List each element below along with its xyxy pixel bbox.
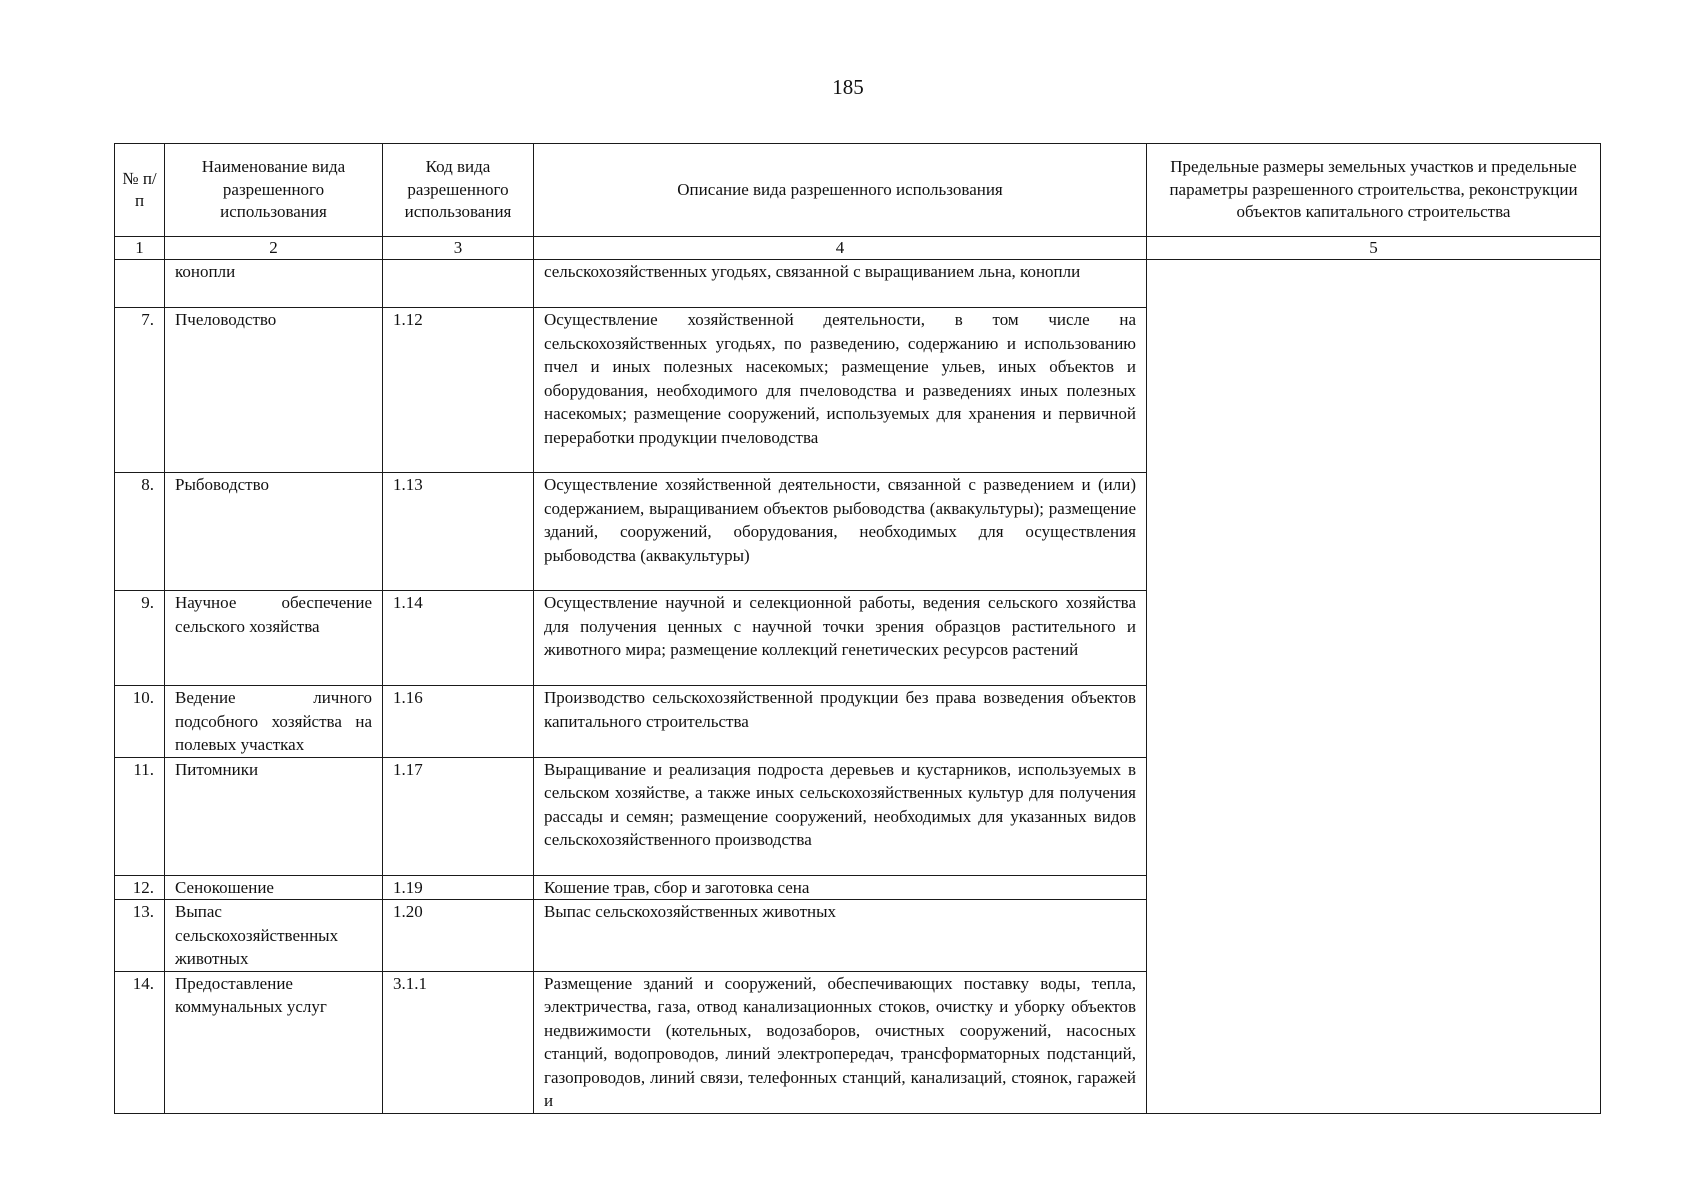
row-number: 14. [115,971,165,1113]
row-code: 1.20 [383,900,534,972]
page-number: 185 [832,75,864,99]
row-name: Ведение личного подсобного хозяйства на полевых участках [165,686,383,758]
row-number: 9. [115,591,165,686]
row-code [383,260,534,308]
header-num: № п/п [115,144,165,237]
row-description: Осуществление хозяйственной деятельности, в том числе на сельскохозяйственных угодьях, по разведению, содержанию и использованию пчел и иных полезных насекомых; размещение ульев, иных объектов и оборудования, необходимого для пчеловодства и разведениях иных полезных насекомых; размещение сооружений, используемых для хранения и первичной переработки продукции пчеловодства [534,308,1147,473]
row-number: 8. [115,473,165,591]
row-number: 10. [115,686,165,758]
row-name: Рыбоводство [165,473,383,591]
row-code: 1.19 [383,875,534,900]
row-code: 1.16 [383,686,534,758]
permitted-use-table [114,143,1601,1114]
row-name: Питомники [165,757,383,875]
parameters-cell [1147,260,1601,1114]
header-name: Наименование вида разрешенного использования [165,144,383,237]
row-number [115,260,165,308]
row-description: Кошение трав, сбор и заготовка сена [534,875,1147,900]
column-number-row [115,237,1601,260]
column-number: 2 [165,237,383,260]
row-code: 1.17 [383,757,534,875]
row-description: сельскохозяйственных угодьях, связанной с выращиванием льна, конопли [534,260,1147,308]
column-number: 4 [534,237,1147,260]
row-description: Выпас сельскохозяйственных животных [534,900,1147,972]
row-code: 1.13 [383,473,534,591]
row-name: Выпас сельскохозяйственных животных [165,900,383,972]
row-name: Пчеловодство [165,308,383,473]
row-description: Производство сельскохозяйственной продукции без права возведения объектов капитального строительства [534,686,1147,758]
column-number: 5 [1147,237,1601,260]
row-number: 12. [115,875,165,900]
row-description: Выращивание и реализация подроста деревьев и кустарников, используемых в сельском хозяйстве, а также иных сельскохозяйственных культур для получения рассады и семян; размещение сооружений, необходимых для указанных видов сельскохозяйственного производства [534,757,1147,875]
table-header-row [115,144,1601,237]
row-name: Сенокошение [165,875,383,900]
row-code: 3.1.1 [383,971,534,1113]
row-code: 1.12 [383,308,534,473]
row-description: Осуществление хозяйственной деятельности, связанной с разведением и (или) содержанием, выращиванием объектов рыбоводства (аквакультуры); размещение зданий, сооружений, оборудования, необходимых для осуществления рыбоводства (аквакультуры) [534,473,1147,591]
row-description: Размещение зданий и сооружений, обеспечивающих поставку воды, тепла, электричества, газа, отвод канализационных стоков, очистку и уборку объектов недвижимости (котельных, водозаборов, очистных сооружений, насосных станций, водопроводов, линий электропередач, трансформаторных подстанций, газопроводов, линий связи, телефонных станций, канализаций, стоянок, гаражей и [534,971,1147,1113]
header-code: Код вида разрешенного использования [383,144,534,237]
table-row [115,260,1601,308]
header-parameters: Предельные размеры земельных участков и предельные параметры разрешенного строительства, реконструкции объектов капитального строительства [1147,144,1601,237]
row-number: 13. [115,900,165,972]
row-number: 11. [115,757,165,875]
row-name: конопли [165,260,383,308]
row-number: 7. [115,308,165,473]
row-code: 1.14 [383,591,534,686]
row-description: Осуществление научной и селекционной работы, ведения сельского хозяйства для получения ценных с научной точки зрения образцов растительного и животного мира; размещение коллекций генетических ресурсов растений [534,591,1147,686]
row-name: Предоставление коммунальных услуг [165,971,383,1113]
column-number: 1 [115,237,165,260]
column-number: 3 [383,237,534,260]
header-description: Описание вида разрешенного использования [534,144,1147,237]
row-name: Научное обеспечение сельского хозяйства [165,591,383,686]
